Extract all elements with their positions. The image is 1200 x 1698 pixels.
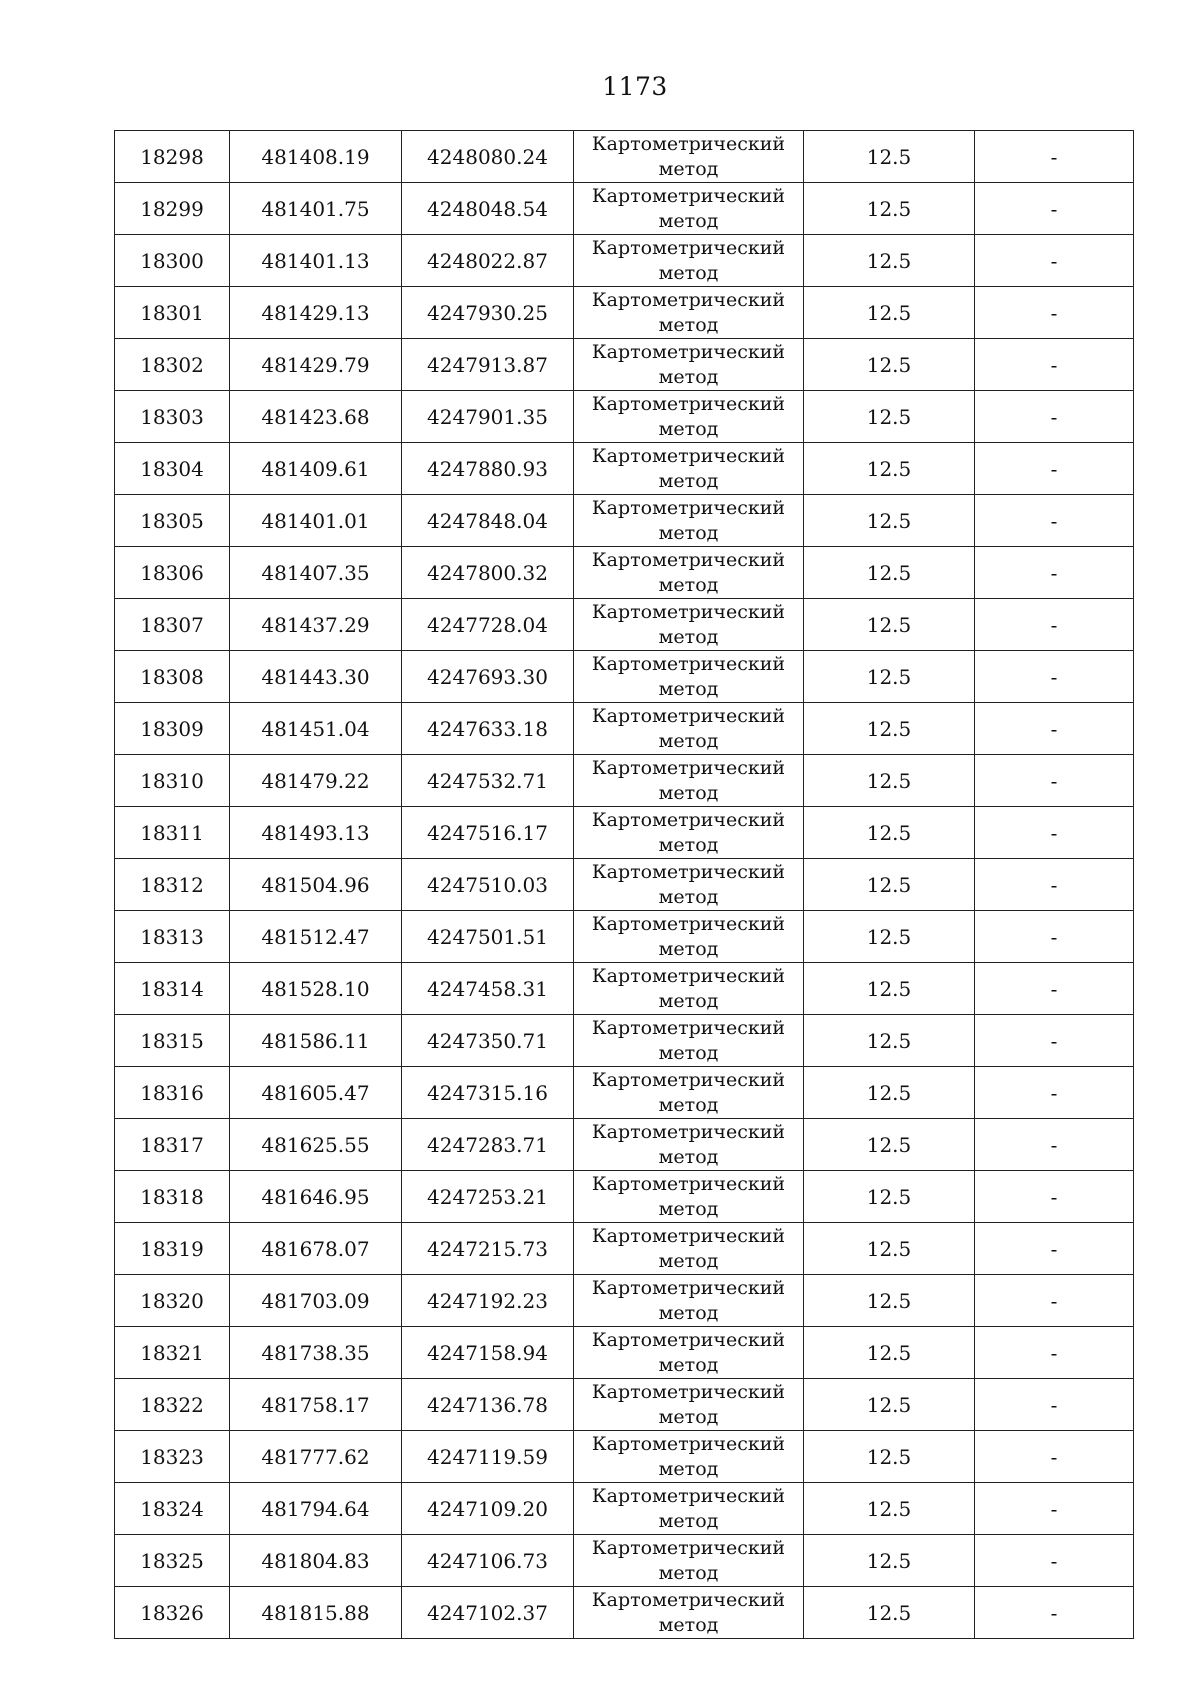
x-coordinate-cell: 481451.04	[230, 703, 402, 755]
point-number-cell: 18308	[115, 651, 230, 703]
description-cell: -	[975, 443, 1134, 495]
method-line1: Картометрический	[591, 1172, 786, 1195]
description-cell: -	[975, 807, 1134, 859]
method-line2: метод	[658, 833, 719, 856]
accuracy-cell: 12.5	[804, 235, 975, 287]
table-row	[115, 703, 1134, 755]
accuracy-cell: 12.5	[804, 1171, 975, 1223]
method-line2: метод	[658, 1405, 719, 1428]
method-cell	[574, 1171, 804, 1223]
method-line1: Картометрический	[591, 392, 786, 415]
y-coordinate-cell: 4247501.51	[402, 911, 574, 963]
method-cell	[574, 1327, 804, 1379]
table-row	[115, 1067, 1134, 1119]
method-line1: Картометрический	[591, 912, 786, 935]
y-coordinate-cell: 4248022.87	[402, 235, 574, 287]
method-line1: Картометрический	[591, 1328, 786, 1351]
method-line2: метод	[658, 1249, 719, 1272]
method-cell	[574, 1483, 804, 1535]
accuracy-cell: 12.5	[804, 599, 975, 651]
method-line2: метод	[658, 1041, 719, 1064]
point-number-cell: 18302	[115, 339, 230, 391]
y-coordinate-cell: 4247109.20	[402, 1483, 574, 1535]
method-cell	[574, 1379, 804, 1431]
y-coordinate-cell: 4247510.03	[402, 859, 574, 911]
accuracy-cell: 12.5	[804, 651, 975, 703]
method-line1: Картометрический	[591, 444, 786, 467]
method-cell	[574, 1275, 804, 1327]
method-line1: Картометрический	[591, 288, 786, 311]
y-coordinate-cell: 4247106.73	[402, 1535, 574, 1587]
table-row	[115, 807, 1134, 859]
method-line2: метод	[658, 573, 719, 596]
description-cell: -	[975, 183, 1134, 235]
method-line2: метод	[658, 1561, 719, 1584]
method-line1: Картометрический	[591, 1016, 786, 1039]
accuracy-cell: 12.5	[804, 1587, 975, 1639]
x-coordinate-cell: 481429.79	[230, 339, 402, 391]
accuracy-cell: 12.5	[804, 547, 975, 599]
method-cell	[574, 599, 804, 651]
x-coordinate-cell: 481429.13	[230, 287, 402, 339]
method-line1: Картометрический	[591, 1536, 786, 1559]
table-row	[115, 651, 1134, 703]
point-number-cell: 18312	[115, 859, 230, 911]
point-number-cell: 18305	[115, 495, 230, 547]
accuracy-cell: 12.5	[804, 1327, 975, 1379]
point-number-cell: 18306	[115, 547, 230, 599]
method-cell	[574, 1067, 804, 1119]
y-coordinate-cell: 4247192.23	[402, 1275, 574, 1327]
point-number-cell: 18325	[115, 1535, 230, 1587]
table-row	[115, 1275, 1134, 1327]
x-coordinate-cell: 481625.55	[230, 1119, 402, 1171]
x-coordinate-cell: 481738.35	[230, 1327, 402, 1379]
table-row	[115, 911, 1134, 963]
method-cell	[574, 859, 804, 911]
accuracy-cell: 12.5	[804, 1119, 975, 1171]
x-coordinate-cell: 481512.47	[230, 911, 402, 963]
method-cell	[574, 235, 804, 287]
table-row	[115, 599, 1134, 651]
y-coordinate-cell: 4247215.73	[402, 1223, 574, 1275]
method-line1: Картометрический	[591, 808, 786, 831]
method-cell	[574, 651, 804, 703]
method-line1: Картометрический	[591, 1380, 786, 1403]
method-cell	[574, 339, 804, 391]
y-coordinate-cell: 4247693.30	[402, 651, 574, 703]
description-cell: -	[975, 235, 1134, 287]
x-coordinate-cell: 481804.83	[230, 1535, 402, 1587]
method-line2: метод	[658, 989, 719, 1012]
table-row	[115, 339, 1134, 391]
table-row	[115, 443, 1134, 495]
method-cell	[574, 1587, 804, 1639]
method-line2: метод	[658, 1509, 719, 1532]
method-cell	[574, 911, 804, 963]
point-number-cell: 18315	[115, 1015, 230, 1067]
point-number-cell: 18319	[115, 1223, 230, 1275]
method-cell	[574, 183, 804, 235]
method-cell	[574, 807, 804, 859]
x-coordinate-cell: 481703.09	[230, 1275, 402, 1327]
y-coordinate-cell: 4247119.59	[402, 1431, 574, 1483]
method-line1: Картометрический	[591, 1120, 786, 1143]
method-line2: метод	[658, 937, 719, 960]
point-number-cell: 18303	[115, 391, 230, 443]
method-line2: метод	[658, 1301, 719, 1324]
method-line2: метод	[658, 729, 719, 752]
x-coordinate-cell: 481586.11	[230, 1015, 402, 1067]
method-line2: метод	[658, 417, 719, 440]
description-cell: -	[975, 1587, 1134, 1639]
point-number-cell: 18316	[115, 1067, 230, 1119]
point-number-cell: 18326	[115, 1587, 230, 1639]
y-coordinate-cell: 4247800.32	[402, 547, 574, 599]
table-row	[115, 391, 1134, 443]
method-line1: Картометрический	[591, 1224, 786, 1247]
point-number-cell: 18320	[115, 1275, 230, 1327]
point-number-cell: 18310	[115, 755, 230, 807]
point-number-cell: 18299	[115, 183, 230, 235]
description-cell: -	[975, 703, 1134, 755]
y-coordinate-cell: 4247315.16	[402, 1067, 574, 1119]
method-cell	[574, 1223, 804, 1275]
y-coordinate-cell: 4247458.31	[402, 963, 574, 1015]
y-coordinate-cell: 4247102.37	[402, 1587, 574, 1639]
method-line1: Картометрический	[591, 1276, 786, 1299]
y-coordinate-cell: 4247158.94	[402, 1327, 574, 1379]
point-number-cell: 18304	[115, 443, 230, 495]
method-line1: Картометрический	[591, 184, 786, 207]
method-line1: Картометрический	[591, 132, 786, 155]
y-coordinate-cell: 4247633.18	[402, 703, 574, 755]
y-coordinate-cell: 4247930.25	[402, 287, 574, 339]
accuracy-cell: 12.5	[804, 183, 975, 235]
point-number-cell: 18321	[115, 1327, 230, 1379]
table-row	[115, 1535, 1134, 1587]
description-cell: -	[975, 859, 1134, 911]
description-cell: -	[975, 495, 1134, 547]
point-number-cell: 18323	[115, 1431, 230, 1483]
method-line2: метод	[658, 1457, 719, 1480]
method-cell	[574, 547, 804, 599]
x-coordinate-cell: 481646.95	[230, 1171, 402, 1223]
coordinates-table-body	[115, 131, 1134, 1639]
table-row	[115, 963, 1134, 1015]
method-line2: метод	[658, 677, 719, 700]
x-coordinate-cell: 481758.17	[230, 1379, 402, 1431]
table-row	[115, 547, 1134, 599]
method-line1: Картометрический	[591, 1432, 786, 1455]
method-line1: Картометрический	[591, 1588, 786, 1611]
method-line2: метод	[658, 365, 719, 388]
x-coordinate-cell: 481401.13	[230, 235, 402, 287]
table-row	[115, 235, 1134, 287]
method-line1: Картометрический	[591, 496, 786, 519]
method-line2: метод	[658, 261, 719, 284]
description-cell: -	[975, 1275, 1134, 1327]
y-coordinate-cell: 4248048.54	[402, 183, 574, 235]
description-cell: -	[975, 599, 1134, 651]
method-line1: Картометрический	[591, 548, 786, 571]
y-coordinate-cell: 4247848.04	[402, 495, 574, 547]
description-cell: -	[975, 1015, 1134, 1067]
method-line1: Картометрический	[591, 1068, 786, 1091]
accuracy-cell: 12.5	[804, 443, 975, 495]
method-cell	[574, 1015, 804, 1067]
description-cell: -	[975, 1223, 1134, 1275]
accuracy-cell: 12.5	[804, 495, 975, 547]
accuracy-cell: 12.5	[804, 1535, 975, 1587]
method-line2: метод	[658, 1093, 719, 1116]
method-cell	[574, 287, 804, 339]
accuracy-cell: 12.5	[804, 1275, 975, 1327]
table-row	[115, 1483, 1134, 1535]
x-coordinate-cell: 481407.35	[230, 547, 402, 599]
method-line2: метод	[658, 209, 719, 232]
method-line1: Картометрический	[591, 652, 786, 675]
accuracy-cell: 12.5	[804, 391, 975, 443]
accuracy-cell: 12.5	[804, 807, 975, 859]
table-row	[115, 755, 1134, 807]
description-cell: -	[975, 651, 1134, 703]
description-cell: -	[975, 1171, 1134, 1223]
table-row	[115, 1379, 1134, 1431]
point-number-cell: 18314	[115, 963, 230, 1015]
table-row	[115, 1587, 1134, 1639]
table-row	[115, 1223, 1134, 1275]
description-cell: -	[975, 963, 1134, 1015]
table-row	[115, 1119, 1134, 1171]
method-cell	[574, 391, 804, 443]
method-line1: Картометрический	[591, 1484, 786, 1507]
method-line2: метод	[658, 521, 719, 544]
method-line1: Картометрический	[591, 860, 786, 883]
method-line2: метод	[658, 1145, 719, 1168]
x-coordinate-cell: 481678.07	[230, 1223, 402, 1275]
x-coordinate-cell: 481504.96	[230, 859, 402, 911]
table-row	[115, 1015, 1134, 1067]
table-row	[115, 183, 1134, 235]
x-coordinate-cell: 481423.68	[230, 391, 402, 443]
y-coordinate-cell: 4247283.71	[402, 1119, 574, 1171]
description-cell: -	[975, 391, 1134, 443]
method-line2: метод	[658, 625, 719, 648]
accuracy-cell: 12.5	[804, 911, 975, 963]
method-line2: метод	[658, 885, 719, 908]
method-line1: Картометрический	[591, 704, 786, 727]
table-row	[115, 287, 1134, 339]
accuracy-cell: 12.5	[804, 339, 975, 391]
y-coordinate-cell: 4247532.71	[402, 755, 574, 807]
method-cell	[574, 963, 804, 1015]
accuracy-cell: 12.5	[804, 859, 975, 911]
y-coordinate-cell: 4247136.78	[402, 1379, 574, 1431]
method-cell	[574, 755, 804, 807]
point-number-cell: 18300	[115, 235, 230, 287]
description-cell: -	[975, 1431, 1134, 1483]
description-cell: -	[975, 755, 1134, 807]
method-cell	[574, 495, 804, 547]
y-coordinate-cell: 4247350.71	[402, 1015, 574, 1067]
x-coordinate-cell: 481409.61	[230, 443, 402, 495]
description-cell: -	[975, 1119, 1134, 1171]
description-cell: -	[975, 1535, 1134, 1587]
accuracy-cell: 12.5	[804, 1015, 975, 1067]
method-cell	[574, 1431, 804, 1483]
method-line2: метод	[658, 1353, 719, 1376]
x-coordinate-cell: 481443.30	[230, 651, 402, 703]
method-cell	[574, 443, 804, 495]
point-number-cell: 18311	[115, 807, 230, 859]
point-number-cell: 18309	[115, 703, 230, 755]
method-line1: Картометрический	[591, 964, 786, 987]
method-line2: метод	[658, 157, 719, 180]
accuracy-cell: 12.5	[804, 1067, 975, 1119]
description-cell: -	[975, 1067, 1134, 1119]
coordinates-table	[114, 130, 1134, 1639]
point-number-cell: 18322	[115, 1379, 230, 1431]
y-coordinate-cell: 4248080.24	[402, 131, 574, 183]
y-coordinate-cell: 4247728.04	[402, 599, 574, 651]
accuracy-cell: 12.5	[804, 755, 975, 807]
method-cell	[574, 1119, 804, 1171]
x-coordinate-cell: 481408.19	[230, 131, 402, 183]
x-coordinate-cell: 481794.64	[230, 1483, 402, 1535]
method-line1: Картометрический	[591, 756, 786, 779]
accuracy-cell: 12.5	[804, 1483, 975, 1535]
point-number-cell: 18318	[115, 1171, 230, 1223]
method-cell	[574, 1535, 804, 1587]
accuracy-cell: 12.5	[804, 131, 975, 183]
description-cell: -	[975, 1483, 1134, 1535]
table-row	[115, 1431, 1134, 1483]
x-coordinate-cell: 481605.47	[230, 1067, 402, 1119]
point-number-cell: 18301	[115, 287, 230, 339]
x-coordinate-cell: 481493.13	[230, 807, 402, 859]
y-coordinate-cell: 4247880.93	[402, 443, 574, 495]
description-cell: -	[975, 1379, 1134, 1431]
description-cell: -	[975, 911, 1134, 963]
description-cell: -	[975, 287, 1134, 339]
accuracy-cell: 12.5	[804, 963, 975, 1015]
description-cell: -	[975, 131, 1134, 183]
x-coordinate-cell: 481777.62	[230, 1431, 402, 1483]
x-coordinate-cell: 481528.10	[230, 963, 402, 1015]
y-coordinate-cell: 4247913.87	[402, 339, 574, 391]
table-row	[115, 131, 1134, 183]
accuracy-cell: 12.5	[804, 1379, 975, 1431]
method-line1: Картометрический	[591, 236, 786, 259]
y-coordinate-cell: 4247516.17	[402, 807, 574, 859]
description-cell: -	[975, 339, 1134, 391]
method-line1: Картометрический	[591, 600, 786, 623]
description-cell: -	[975, 547, 1134, 599]
y-coordinate-cell: 4247253.21	[402, 1171, 574, 1223]
description-cell: -	[975, 1327, 1134, 1379]
point-number-cell: 18317	[115, 1119, 230, 1171]
method-line2: метод	[658, 469, 719, 492]
table-row	[115, 1171, 1134, 1223]
method-cell	[574, 131, 804, 183]
method-line2: метод	[658, 781, 719, 804]
accuracy-cell: 12.5	[804, 703, 975, 755]
point-number-cell: 18313	[115, 911, 230, 963]
table-row	[115, 1327, 1134, 1379]
method-line1: Картометрический	[591, 340, 786, 363]
table-row	[115, 859, 1134, 911]
x-coordinate-cell: 481401.75	[230, 183, 402, 235]
method-line2: метод	[658, 1197, 719, 1220]
method-line2: метод	[658, 1613, 719, 1636]
x-coordinate-cell: 481815.88	[230, 1587, 402, 1639]
accuracy-cell: 12.5	[804, 287, 975, 339]
method-cell	[574, 703, 804, 755]
x-coordinate-cell: 481401.01	[230, 495, 402, 547]
table-row	[115, 495, 1134, 547]
x-coordinate-cell: 481479.22	[230, 755, 402, 807]
method-line2: метод	[658, 313, 719, 336]
accuracy-cell: 12.5	[804, 1223, 975, 1275]
y-coordinate-cell: 4247901.35	[402, 391, 574, 443]
point-number-cell: 18307	[115, 599, 230, 651]
point-number-cell: 18324	[115, 1483, 230, 1535]
accuracy-cell: 12.5	[804, 1431, 975, 1483]
point-number-cell: 18298	[115, 131, 230, 183]
page-number: 1173	[602, 72, 668, 101]
x-coordinate-cell: 481437.29	[230, 599, 402, 651]
